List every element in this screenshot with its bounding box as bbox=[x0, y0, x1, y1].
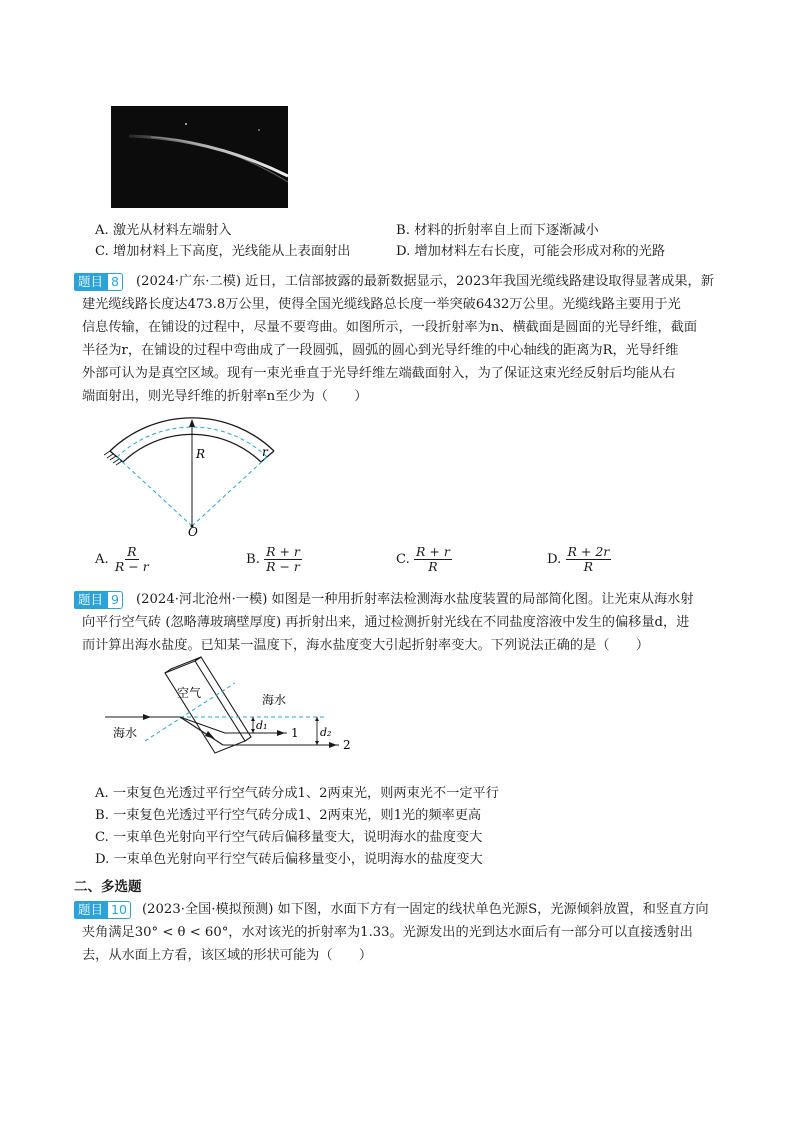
q8-tag-number: 8 bbox=[107, 273, 123, 291]
q7-option-d[interactable]: D. 增加材料左右长度，可能会形成对称的光路 bbox=[396, 244, 666, 259]
q9-option-c[interactable]: C. 一束单色光射向平行空气砖后偏移量变大，说明海水的盐度变大 bbox=[95, 830, 483, 845]
refracted-ray-2 bbox=[180, 717, 223, 745]
q7-option-c[interactable]: C. 增加材料上下高度，光线能从上表面射出 bbox=[95, 244, 351, 259]
q9-tag bbox=[74, 591, 123, 609]
q7-option-a[interactable]: A. 激光从材料左端射入 bbox=[95, 223, 232, 238]
q8-option-a-den: R − r bbox=[114, 559, 149, 574]
q9-airbrick-figure bbox=[105, 655, 365, 767]
q8-option-c-fraction bbox=[414, 545, 452, 574]
q8-option-a-num: R bbox=[127, 544, 137, 559]
q8-option-d-num: R + 2r bbox=[567, 544, 610, 559]
q7-option-b[interactable]: B. 材料的折射率自上而下逐渐减小 bbox=[396, 223, 599, 238]
q8-option-b-fraction bbox=[264, 545, 302, 574]
label-ray-2: 2 bbox=[343, 738, 351, 752]
q8-line-4: 半径为r，在铺设的过程中弯曲成了一段圆弧，圆弧的圆心到光导纤维的中心轴线的距离为R，光导纤维 bbox=[82, 343, 679, 358]
q8-option-c-letter: C. bbox=[396, 552, 410, 567]
label-O: O bbox=[188, 525, 198, 538]
q8-tag-label: 题目 bbox=[74, 273, 107, 291]
q8-option-d[interactable] bbox=[547, 545, 611, 574]
q10-tag-number: 10 bbox=[107, 901, 131, 919]
q10-tag bbox=[74, 901, 131, 919]
label-seawater-right: 海水 bbox=[262, 693, 287, 707]
q8-line-1: (2024·广东·二模) 近日，工信部披露的最新数据显示，2023年我国光缆线路建设取得显著成果，新 bbox=[136, 274, 714, 289]
q8-option-b-letter: B. bbox=[246, 552, 260, 567]
q8-tag bbox=[74, 273, 123, 291]
q10-tag-label: 题目 bbox=[74, 901, 107, 919]
q10-line-1: (2023·全国·模拟预测) 如下图，水面下方有一固定的线状单色光源S，光源倾斜放置，和竖直方向 bbox=[142, 902, 709, 917]
q8-line-3: 信息传输，在铺设的过程中，尽量不要弯曲。如图所示，一段折射率为n、横截面是圆面的光导纤维，截面 bbox=[82, 320, 698, 335]
refracted-ray-1 bbox=[180, 717, 225, 733]
radius-right-dashed bbox=[192, 457, 267, 526]
q9-option-d[interactable]: D. 一束单色光射向平行空气砖后偏移量变小，说明海水的盐度变大 bbox=[95, 852, 483, 867]
q9-line-1: (2024·河北沧州·一模) 如图是一种用折射率法检测海水盐度装置的局部简化图。让光束从海水射 bbox=[136, 592, 694, 607]
label-d2: d₂ bbox=[320, 726, 332, 739]
q9-option-b[interactable]: B. 一束复色光透过平行空气砖分成1、2两束光，则1光的频率更高 bbox=[95, 808, 482, 823]
q8-option-c[interactable] bbox=[396, 545, 452, 574]
q8-option-a-fraction bbox=[113, 545, 151, 574]
q9-tag-number: 9 bbox=[107, 591, 123, 609]
q8-option-c-num: R + r bbox=[416, 544, 450, 559]
brick-front bbox=[165, 661, 245, 753]
q8-option-b-num: R + r bbox=[266, 544, 300, 559]
q9-line-2: 向平行空气砖 (忽略薄玻璃壁厚度) 再折射出来，通过检测折射光线在不同盐度溶液中发生的偏移量d，进 bbox=[82, 615, 690, 630]
q8-option-a[interactable] bbox=[95, 545, 151, 574]
q8-option-d-fraction bbox=[566, 545, 612, 574]
q10-line-2: 夹角满足30° < θ < 60°，水对该光的折射率为1.33。光源发出的光到达水面后有一部分可以直接透射出 bbox=[82, 925, 693, 940]
label-r: r bbox=[262, 445, 268, 459]
q8-option-d-den: R bbox=[583, 559, 594, 574]
label-seawater-left: 海水 bbox=[113, 726, 138, 740]
radius-left-dashed bbox=[117, 457, 192, 526]
laser-beam-image bbox=[111, 106, 288, 208]
q8-line-5: 外部可认为是真空区域。现有一束光垂直于光导纤维左端截面射入，为了保证这束光经反射后均能从右 bbox=[82, 366, 676, 381]
q10-line-3: 去，从水面上方看，该区域的形状可能为（ ） bbox=[82, 948, 373, 963]
q8-option-b-den: R − r bbox=[266, 559, 300, 574]
q8-line-2: 建光缆线路长度达473.8万公里，使得全国光缆线路总长度一举突破6432万公里。光缆线路主要用于光 bbox=[82, 297, 681, 312]
laser-photo bbox=[111, 106, 288, 208]
q9-option-a[interactable]: A. 一束复色光透过平行空气砖分成1、2两束光，则两束光不一定平行 bbox=[95, 786, 499, 801]
label-R: R bbox=[196, 447, 206, 461]
q9-line-3: 而计算出海水盐度。已知某一温度下，海水盐度变大引起折射率变大。下列说法正确的是（ ） bbox=[82, 638, 650, 653]
q9-tag-label: 题目 bbox=[74, 591, 107, 609]
q8-option-c-den: R bbox=[428, 559, 438, 574]
q8-option-d-letter: D. bbox=[547, 552, 562, 567]
q8-option-b[interactable] bbox=[246, 545, 302, 574]
q8-option-a-letter: A. bbox=[95, 552, 109, 567]
section-title-multiple-choice: 二、多选题 bbox=[74, 879, 142, 895]
q8-line-6: 端面射出，则光导纤维的折射率n至少为（ ） bbox=[82, 389, 368, 404]
label-ray-1: 1 bbox=[291, 726, 299, 740]
q8-fiber-figure bbox=[92, 408, 292, 538]
label-d1: d₁ bbox=[256, 719, 268, 732]
label-air: 空气 bbox=[177, 686, 202, 700]
